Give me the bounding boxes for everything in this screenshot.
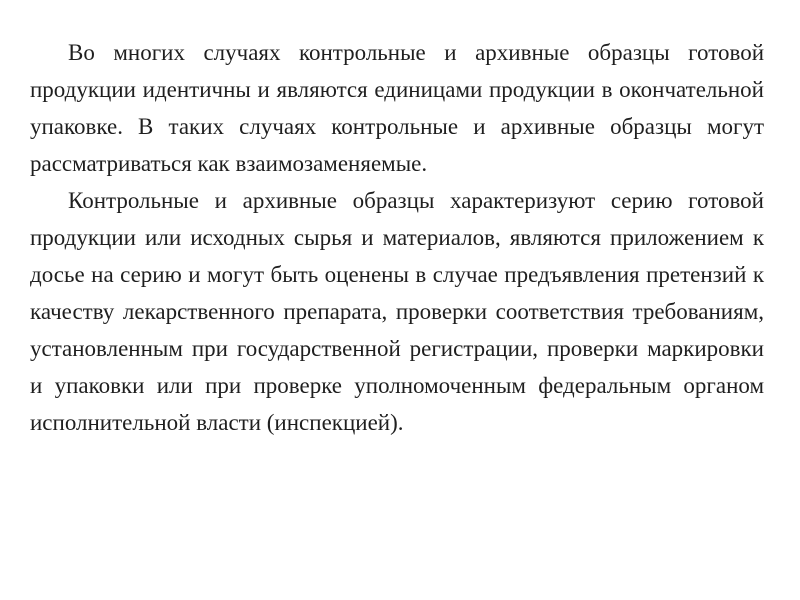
paragraph-2: Контрольные и архивные образцы характеризуют серию готовой продукции или исходных сырья и материалов, являются приложением к досье на серию и могут быть оценены в случае предъявления претензий к качеству лекарственного препарата, проверки соответствия требованиям, установленным при государственной регистрации, проверки маркировки и упаковки или при проверке уполномоченным федеральным органом исполнительной власти (инспекцией).: [30, 188, 764, 435]
paragraph-1: Во многих случаях контрольные и архивные образцы готовой продукции идентичны и являются единицами продукции в окончательной упаковке. В таких случаях контрольные и архивные образцы могут рассматриваться как взаимозаменяемые.: [30, 40, 764, 176]
slide-text-block: [30, 34, 764, 441]
